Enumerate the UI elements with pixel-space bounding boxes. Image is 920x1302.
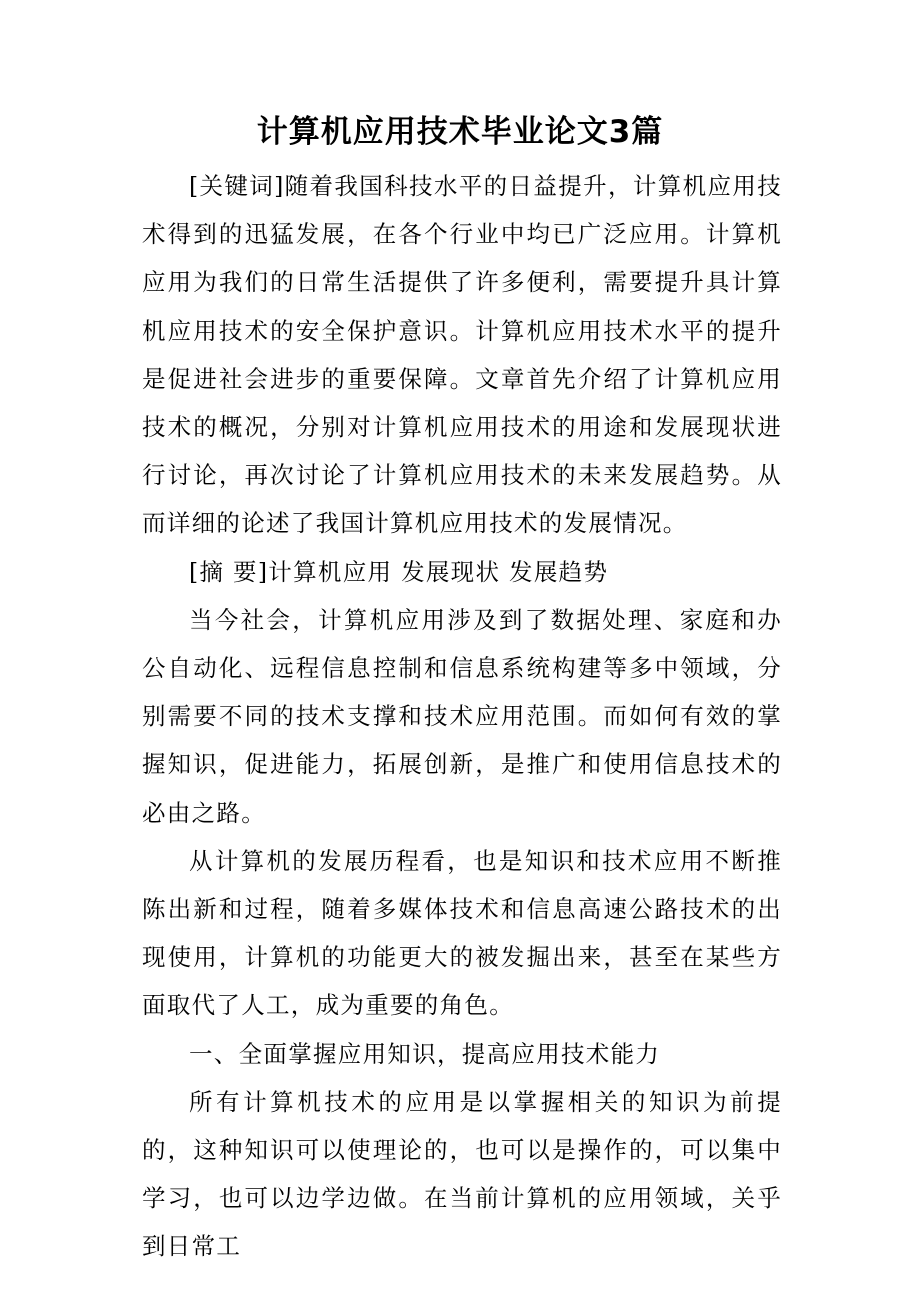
- body-paragraph: 当今社会，计算机应用涉及到了数据处理、家庭和办公自动化、远程信息控制和信息系统构建等多中领域，分别需要不同的技术支撑和技术应用范围。而如何有效的掌握知识，促进能力，拓展创新，是推广和使用信息技术的必由之路。: [142, 605, 782, 827]
- body-paragraph: 从计算机的发展历程看，也是知识和技术应用不断推陈出新和过程，随着多媒体技术和信息高速公路技术的出现使用，计算机的功能更大的被发掘出来，甚至在某些方面取代了人工，成为重要的角色。: [142, 846, 782, 1020]
- document-body: [142, 162, 782, 1271]
- keywords-paragraph: [关键词]随着我国科技水平的日益提升，计算机应用技术得到的迅猛发展，在各个行业中均已广泛应用。计算机应用为我们的日常生活提供了许多便利，需要提升具计算机应用技术的安全保护意识。计算机应用技术水平的提升是促进社会进步的重要保障。文章首先介绍了计算机应用技术的概况，分别对计算机应用技术的用途和发展现状进行讨论，再次讨论了计算机应用技术的未来发展趋势。从而详细的论述了我国计算机应用技术的发展情况。: [142, 172, 782, 538]
- document-title: 计算机应用技术毕业论文3篇: [256, 114, 664, 150]
- section-heading: 一、全面掌握应用知识，提高应用技术能力: [189, 1039, 661, 1068]
- abstract-paragraph: [摘 要]计算机应用 发展现状 发展趋势: [189, 557, 609, 586]
- body-paragraph: 所有计算机技术的应用是以掌握相关的知识为前提的，这种知识可以使理论的，也可以是操作的，可以集中学习，也可以边学边做。在当前计算机的应用领域，关乎到日常工: [142, 1087, 782, 1261]
